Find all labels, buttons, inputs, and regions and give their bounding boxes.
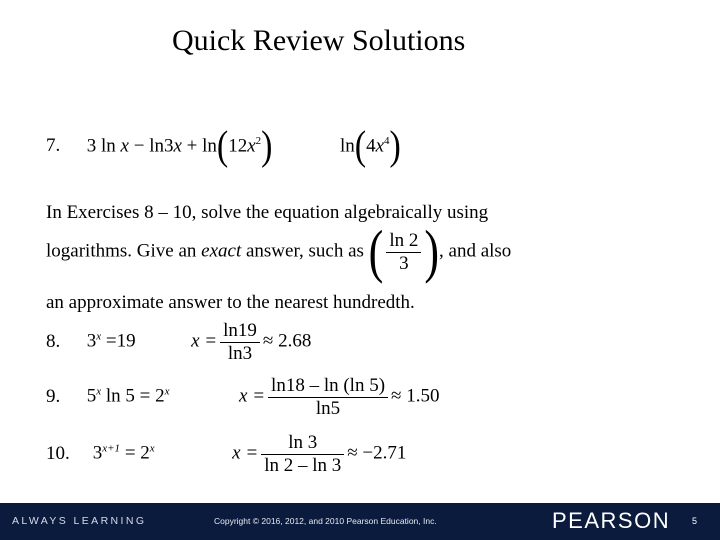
expr-ln: ln <box>202 135 217 157</box>
exponent: 4 <box>384 135 390 148</box>
paren-open: ( <box>368 218 384 285</box>
exercise-number: 9. <box>46 385 61 407</box>
slide-title: Quick Review Solutions <box>172 24 466 57</box>
instructions-text: answer, such as <box>241 240 364 262</box>
solution-approx: ≈ 2.68 <box>262 330 312 352</box>
equation-rhs: =19 <box>101 330 136 352</box>
answer-arg: 4 <box>366 135 376 157</box>
instructions-text: logarithms. Give an <box>46 240 202 262</box>
expr-var: x <box>120 135 129 157</box>
expr-minus: − <box>133 135 145 157</box>
example-fraction <box>386 230 421 275</box>
fraction-numerator: ln 2 <box>386 230 421 253</box>
fraction-denominator: 3 <box>399 252 409 274</box>
footer-bar <box>0 503 720 540</box>
solution-lhs: x = <box>239 385 266 407</box>
fraction-denominator: ln 2 – ln 3 <box>264 454 342 476</box>
solution-fraction <box>268 375 388 420</box>
expr-ln: ln <box>101 135 116 157</box>
exercise-9 <box>46 375 439 420</box>
expr-arg: 12 <box>228 135 248 157</box>
exponent: x+1 <box>102 442 121 455</box>
expr-var: x <box>173 135 182 157</box>
fraction-numerator: ln19 <box>220 320 260 343</box>
instructions-line-2 <box>46 218 512 285</box>
exponent: 2 <box>255 135 262 148</box>
expr-arg: 3 <box>163 135 174 157</box>
fraction-numerator: ln 3 <box>261 432 344 455</box>
solution-approx: ≈ −2.71 <box>347 442 407 464</box>
fraction-numerator: ln18 – ln (ln 5) <box>268 375 388 398</box>
expr-ln: ln <box>149 135 164 157</box>
pearson-logo: PEARSON <box>552 508 671 533</box>
exercise-number: 7. <box>46 135 61 157</box>
exercise-number: 8. <box>46 330 61 352</box>
exercise-10 <box>46 432 406 477</box>
paren-close: ) <box>261 124 273 169</box>
footer-copyright: Copyright © 2016, 2012, and 2010 Pearson Education, Inc. <box>214 516 437 526</box>
instructions-line-3: an approximate answer to the nearest hundredth. <box>46 292 415 313</box>
exercise-8 <box>46 320 311 365</box>
exercise-number: 10. <box>46 442 70 464</box>
solution-approx: ≈ 1.50 <box>391 385 440 407</box>
expr-coef: 3 <box>86 135 97 157</box>
page-number: 5 <box>692 516 698 526</box>
equation-base: 3 <box>86 330 97 352</box>
paren-open: ( <box>216 124 229 169</box>
exponent: x <box>164 385 170 398</box>
emphasis-exact: exact <box>201 240 242 262</box>
answer-ln: ln <box>340 135 355 157</box>
instructions-text: , and also <box>439 240 512 262</box>
exponent: x <box>96 330 102 343</box>
paren-close: ) <box>389 124 401 169</box>
fraction-denominator: ln5 <box>315 397 341 419</box>
paren-open: ( <box>354 124 367 169</box>
exponent: x <box>149 442 155 455</box>
equation-mid: = 2 <box>120 442 150 464</box>
equation-mid: ln 5 = 2 <box>101 385 165 407</box>
solution-lhs: x = <box>232 442 259 464</box>
instructions-line-1: In Exercises 8 – 10, solve the equation algebraically using <box>46 202 489 223</box>
footer-tagline: ALWAYS LEARNING <box>12 515 147 527</box>
fraction-denominator: ln3 <box>227 342 253 364</box>
solution-fraction <box>261 432 344 477</box>
exponent: x <box>96 385 102 398</box>
answer-var: x <box>375 135 385 157</box>
equation-base: 5 <box>86 385 97 407</box>
expr-var: x <box>247 135 256 157</box>
equation-base: 3 <box>92 442 103 464</box>
solution-fraction <box>220 320 260 365</box>
exercise-7 <box>46 124 401 169</box>
solution-lhs: x = <box>191 330 218 352</box>
expr-plus: + <box>186 135 198 157</box>
paren-close: ) <box>424 218 440 285</box>
